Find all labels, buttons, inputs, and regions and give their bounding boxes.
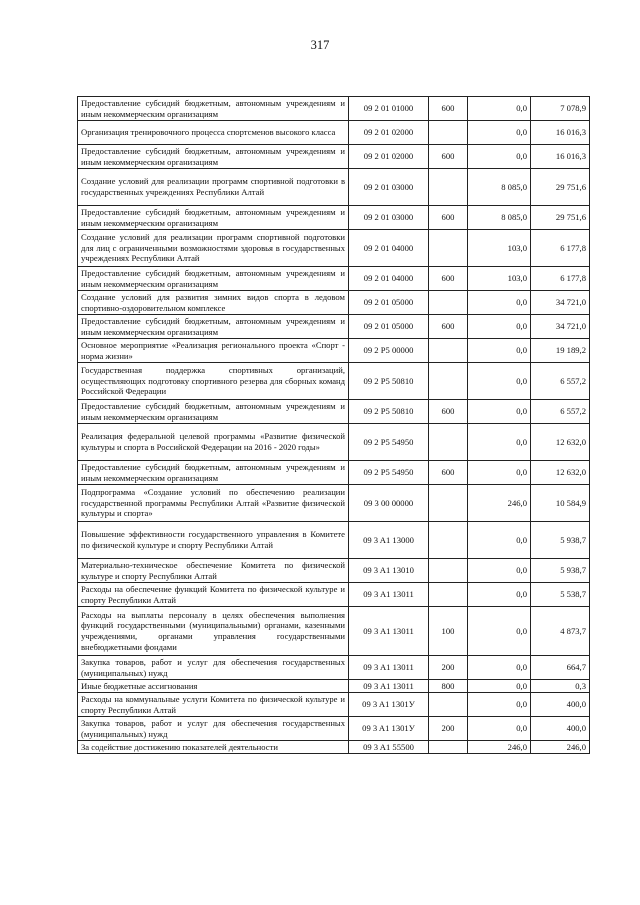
amount-2: 0,3 xyxy=(531,680,590,693)
expense-type: 600 xyxy=(429,206,468,230)
expense-type: 200 xyxy=(429,717,468,741)
amount-1: 0,0 xyxy=(468,315,531,339)
expense-name: Государственная поддержка спортивных организаций, осуществляющих подготовку спортивного резерва для сборных команд Российской Федерации xyxy=(78,363,349,400)
table-row xyxy=(78,400,590,424)
expense-name: Предоставление субсидий бюджетным, автономным учреждениям и иным некоммерческим организациям xyxy=(78,400,349,424)
amount-2: 12 632,0 xyxy=(531,461,590,485)
amount-2: 664,7 xyxy=(531,656,590,680)
target-code: 09 3 A1 13000 xyxy=(349,522,429,559)
target-code: 09 2 01 04000 xyxy=(349,230,429,267)
amount-1: 246,0 xyxy=(468,741,531,754)
expense-type xyxy=(429,169,468,206)
expense-name: Подпрограмма «Создание условий по обеспечению реализации государственной программы Республики Алтай «Развитие физической культуры и спорта» xyxy=(78,485,349,522)
expense-type: 100 xyxy=(429,607,468,656)
table-row xyxy=(78,206,590,230)
amount-1: 103,0 xyxy=(468,267,531,291)
amount-2: 6 557,2 xyxy=(531,400,590,424)
target-code: 09 2 01 05000 xyxy=(349,315,429,339)
amount-1: 0,0 xyxy=(468,607,531,656)
table-row xyxy=(78,680,590,693)
table-row xyxy=(78,339,590,363)
expense-type xyxy=(429,693,468,717)
expense-name: Предоставление субсидий бюджетным, автономным учреждениям и иным некоммерческим организациям xyxy=(78,97,349,121)
amount-2: 6 177,8 xyxy=(531,267,590,291)
table-row xyxy=(78,583,590,607)
table-row xyxy=(78,145,590,169)
amount-1: 0,0 xyxy=(468,559,531,583)
expense-type: 800 xyxy=(429,680,468,693)
amount-1: 0,0 xyxy=(468,693,531,717)
table-row xyxy=(78,315,590,339)
target-code: 09 2 01 05000 xyxy=(349,291,429,315)
amount-1: 0,0 xyxy=(468,145,531,169)
amount-1: 246,0 xyxy=(468,485,531,522)
expense-type xyxy=(429,741,468,754)
expense-name: Предоставление субсидий бюджетным, автономным учреждениям и иным некоммерческим организациям xyxy=(78,206,349,230)
target-code: 09 3 A1 13010 xyxy=(349,559,429,583)
table-row xyxy=(78,607,590,656)
expense-name: Создание условий для реализации программ спортивной подготовки в государственных учреждениях Республики Алтай xyxy=(78,169,349,206)
target-code: 09 2 01 02000 xyxy=(349,145,429,169)
amount-2: 5 938,7 xyxy=(531,559,590,583)
target-code: 09 3 A1 13011 xyxy=(349,656,429,680)
table-row xyxy=(78,559,590,583)
expense-type xyxy=(429,121,468,145)
amount-1: 0,0 xyxy=(468,680,531,693)
target-code: 09 2 P5 50810 xyxy=(349,400,429,424)
amount-1: 103,0 xyxy=(468,230,531,267)
expense-type xyxy=(429,424,468,461)
target-code: 09 2 01 03000 xyxy=(349,169,429,206)
amount-2: 34 721,0 xyxy=(531,291,590,315)
target-code: 09 2 01 04000 xyxy=(349,267,429,291)
expense-type: 600 xyxy=(429,400,468,424)
amount-1: 8 085,0 xyxy=(468,206,531,230)
target-code: 09 2 P5 50810 xyxy=(349,363,429,400)
budget-table xyxy=(77,96,590,754)
expense-name: Расходы на коммунальные услуги Комитета по физической культуре и спорту Республики Алтай xyxy=(78,693,349,717)
table-row xyxy=(78,230,590,267)
expense-name: Предоставление субсидий бюджетным, автономным учреждениям и иным некоммерческим организациям xyxy=(78,267,349,291)
expense-name: Реализация федеральной целевой программы «Развитие физической культуры и спорта в Российской Федерации на 2016 - 2020 годы» xyxy=(78,424,349,461)
amount-2: 34 721,0 xyxy=(531,315,590,339)
amount-1: 0,0 xyxy=(468,291,531,315)
amount-1: 0,0 xyxy=(468,424,531,461)
amount-2: 10 584,9 xyxy=(531,485,590,522)
expense-type: 600 xyxy=(429,267,468,291)
amount-1: 8 085,0 xyxy=(468,169,531,206)
amount-1: 0,0 xyxy=(468,339,531,363)
expense-type: 600 xyxy=(429,461,468,485)
expense-name: Организация тренировочного процесса спортсменов высокого класса xyxy=(78,121,349,145)
amount-1: 0,0 xyxy=(468,400,531,424)
table-row xyxy=(78,461,590,485)
target-code: 09 3 A1 13011 xyxy=(349,583,429,607)
expense-name: За содействие достижению показателей деятельности xyxy=(78,741,349,754)
table-row xyxy=(78,485,590,522)
target-code: 09 3 A1 13011 xyxy=(349,680,429,693)
amount-1: 0,0 xyxy=(468,583,531,607)
expense-name: Материально-техническое обеспечение Комитета по физической культуре и спорту Республики Алтай xyxy=(78,559,349,583)
table-row xyxy=(78,291,590,315)
expense-type: 600 xyxy=(429,315,468,339)
expense-type xyxy=(429,583,468,607)
amount-2: 16 016,3 xyxy=(531,145,590,169)
table-row xyxy=(78,424,590,461)
expense-name: Расходы на выплаты персоналу в целях обеспечения выполнения функций государственными (муниципальными) органами, казенными учреждениями, органами управления государственными внебюджетными фондами xyxy=(78,607,349,656)
expense-name: Закупка товаров, работ и услуг для обеспечения государственных (муниципальных) нужд xyxy=(78,656,349,680)
amount-1: 0,0 xyxy=(468,656,531,680)
expense-name: Повышение эффективности государственного управления в Комитете по физической культуре и спорту Республики Алтай xyxy=(78,522,349,559)
target-code: 09 2 01 01000 xyxy=(349,97,429,121)
table-row xyxy=(78,522,590,559)
target-code: 09 2 P5 54950 xyxy=(349,461,429,485)
table-row xyxy=(78,169,590,206)
table-row xyxy=(78,121,590,145)
expense-name: Расходы на обеспечение функций Комитета по физической культуре и спорту Республики Алтай xyxy=(78,583,349,607)
amount-2: 12 632,0 xyxy=(531,424,590,461)
target-code: 09 3 A1 13011 xyxy=(349,607,429,656)
expense-name: Предоставление субсидий бюджетным, автономным учреждениям и иным некоммерческим организациям xyxy=(78,145,349,169)
expense-name: Предоставление субсидий бюджетным, автономным учреждениям и иным некоммерческим организациям xyxy=(78,461,349,485)
amount-2: 6 177,8 xyxy=(531,230,590,267)
amount-1: 0,0 xyxy=(468,522,531,559)
target-code: 09 2 01 03000 xyxy=(349,206,429,230)
expense-type: 600 xyxy=(429,145,468,169)
expense-type xyxy=(429,291,468,315)
amount-1: 0,0 xyxy=(468,717,531,741)
table-row xyxy=(78,656,590,680)
expense-name: Создание условий для развития зимних видов спорта в ледовом спортивно-оздоровительном комплексе xyxy=(78,291,349,315)
amount-2: 29 751,6 xyxy=(531,169,590,206)
amount-2: 16 016,3 xyxy=(531,121,590,145)
table-row xyxy=(78,97,590,121)
amount-2: 5 938,7 xyxy=(531,522,590,559)
amount-2: 400,0 xyxy=(531,717,590,741)
target-code: 09 2 P5 00000 xyxy=(349,339,429,363)
expense-type xyxy=(429,230,468,267)
amount-2: 5 538,7 xyxy=(531,583,590,607)
expense-type xyxy=(429,339,468,363)
amount-1: 0,0 xyxy=(468,461,531,485)
expense-name: Основное мероприятие «Реализация регионального проекта «Спорт - норма жизни» xyxy=(78,339,349,363)
expense-type: 200 xyxy=(429,656,468,680)
amount-1: 0,0 xyxy=(468,121,531,145)
target-code: 09 3 A1 1301У xyxy=(349,693,429,717)
expense-name: Предоставление субсидий бюджетным, автономным учреждениям и иным некоммерческим организациям xyxy=(78,315,349,339)
expense-name: Иные бюджетные ассигнования xyxy=(78,680,349,693)
table-row xyxy=(78,717,590,741)
target-code: 09 2 01 02000 xyxy=(349,121,429,145)
table-row xyxy=(78,741,590,754)
amount-2: 4 873,7 xyxy=(531,607,590,656)
expense-type xyxy=(429,485,468,522)
amount-2: 6 557,2 xyxy=(531,363,590,400)
expense-type xyxy=(429,363,468,400)
amount-2: 246,0 xyxy=(531,741,590,754)
target-code: 09 3 A1 1301У xyxy=(349,717,429,741)
amount-2: 400,0 xyxy=(531,693,590,717)
table-row xyxy=(78,363,590,400)
amount-2: 7 078,9 xyxy=(531,97,590,121)
amount-2: 29 751,6 xyxy=(531,206,590,230)
target-code: 09 3 00 00000 xyxy=(349,485,429,522)
expense-type: 600 xyxy=(429,97,468,121)
expense-type xyxy=(429,559,468,583)
amount-2: 19 189,2 xyxy=(531,339,590,363)
expense-name: Создание условий для реализации программ спортивной подготовки для лиц с ограниченными возможностями здоровья в государственных учреждениях Республики Алтай xyxy=(78,230,349,267)
expense-name: Закупка товаров, работ и услуг для обеспечения государственных (муниципальных) нужд xyxy=(78,717,349,741)
page-number: 317 xyxy=(310,38,330,52)
amount-1: 0,0 xyxy=(468,97,531,121)
target-code: 09 3 A1 55500 xyxy=(349,741,429,754)
expense-type xyxy=(429,522,468,559)
table-row xyxy=(78,267,590,291)
table-row xyxy=(78,693,590,717)
amount-1: 0,0 xyxy=(468,363,531,400)
target-code: 09 2 P5 54950 xyxy=(349,424,429,461)
